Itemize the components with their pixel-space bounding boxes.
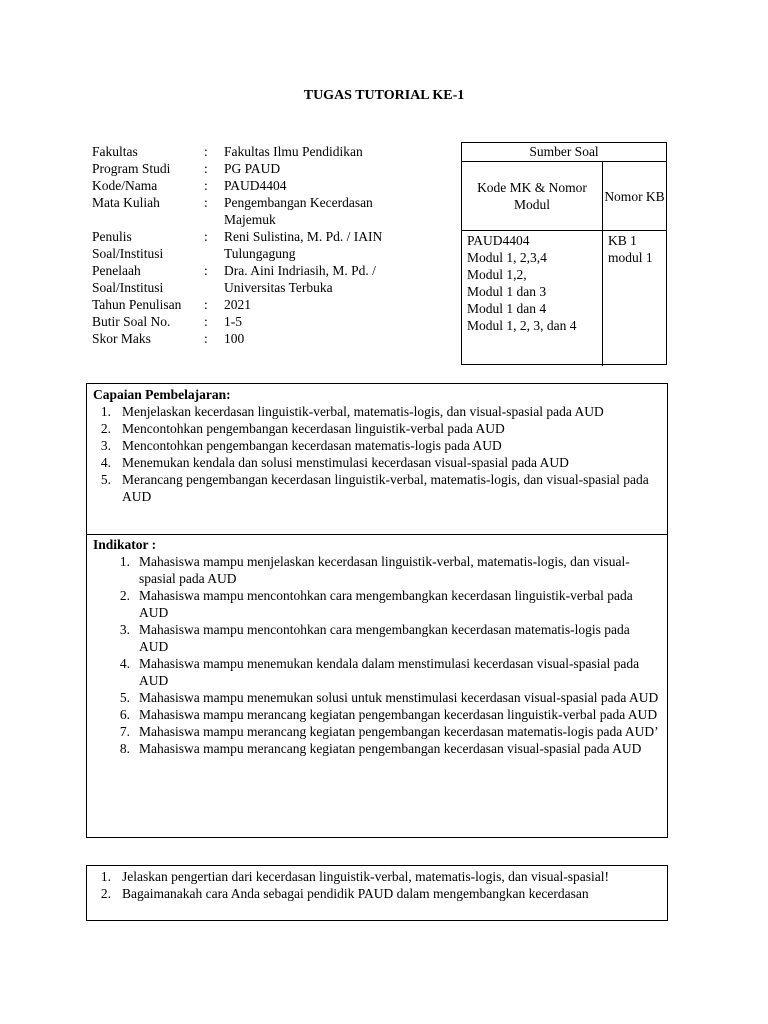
info-colon: : xyxy=(204,144,208,159)
list-item xyxy=(93,655,661,689)
item-text: Mahasiswa mampu mencontohkan cara mengembangkan kecerdasan linguistik-verbal pada AUD xyxy=(139,588,633,620)
info-value: 2021 xyxy=(224,297,251,312)
soal-list xyxy=(93,868,661,902)
kode-mk-cell xyxy=(462,231,603,366)
info-label: Penulis Soal/Institusi xyxy=(92,229,164,261)
item-number: 1. xyxy=(100,404,111,419)
nomor-kb-header: Nomor KB xyxy=(604,188,665,204)
info-row xyxy=(92,313,424,330)
kode-mk-line: Modul 1,2, xyxy=(467,267,527,282)
info-label: Tahun Penulisan xyxy=(92,297,182,312)
item-text: Jelaskan pengertian dari kecerdasan linguistik-verbal, matematis-logis, dan visual-spasial! xyxy=(122,869,609,884)
nomor-kb-line: KB 1 xyxy=(608,233,637,248)
item-text: Merancang pengembangan kecerdasan linguistik-verbal, matematis-logis, dan visual-spasial pada AUD xyxy=(122,472,649,504)
item-text: Mahasiswa mampu menemukan kendala dalam menstimulasi kecerdasan visual-spasial pada AUD xyxy=(139,656,640,688)
item-text: Mencontohkan pengembangan kecerdasan linguistik-verbal pada AUD xyxy=(122,421,505,436)
nomor-kb-line: modul 1 xyxy=(608,250,653,265)
info-row xyxy=(92,194,424,228)
info-row xyxy=(92,143,424,160)
info-label: Fakultas xyxy=(92,144,138,159)
list-item xyxy=(93,740,661,757)
item-number: 5. xyxy=(100,472,111,487)
list-item xyxy=(93,706,661,723)
info-value: Pengembangan Kecerdasan Majemuk xyxy=(224,195,373,227)
info-value: Reni Sulistina, M. Pd. / IAIN Tulungagung xyxy=(224,229,383,261)
item-number: 2. xyxy=(100,421,111,436)
kode-mk-line: Modul 1 dan 3 xyxy=(467,284,547,299)
course-info-table xyxy=(92,143,424,347)
info-colon: : xyxy=(204,161,208,176)
item-text: Mahasiswa mampu merancang kegiatan pengembangan kecerdasan linguistik-verbal pada AUD xyxy=(139,707,658,722)
info-label: Butir Soal No. xyxy=(92,314,171,329)
info-row xyxy=(92,228,424,262)
info-colon: : xyxy=(204,178,208,193)
sumber-soal-title: Sumber Soal xyxy=(462,143,666,162)
indikator-heading: Indikator : xyxy=(93,537,157,552)
item-text: Mahasiswa mampu mencontohkan cara mengembangkan kecerdasan matematis-logis pada AUD xyxy=(139,622,630,654)
item-text: Mahasiswa mampu menjelaskan kecerdasan linguistik-verbal, matematis-logis, dan visual-spasial pada AUD xyxy=(139,554,630,586)
info-colon: : xyxy=(204,229,208,244)
kode-mk-line: Modul 1 dan 4 xyxy=(467,301,547,316)
item-number: 5. xyxy=(119,690,130,705)
kode-mk-line: PAUD4404 xyxy=(467,233,530,248)
info-colon: : xyxy=(204,195,208,210)
info-row xyxy=(92,296,424,313)
document-title: TUGAS TUTORIAL KE-1 xyxy=(303,88,465,103)
info-label: Mata Kuliah xyxy=(92,195,160,210)
info-row xyxy=(92,262,424,296)
item-text: Mahasiswa mampu merancang kegiatan pengembangan kecerdasan matematis-logis pada AUD’ xyxy=(139,724,659,739)
list-item xyxy=(93,553,661,587)
item-number: 4. xyxy=(119,656,130,671)
kode-mk-line: Modul 1, 2, 3, dan 4 xyxy=(467,318,577,333)
list-item xyxy=(93,868,661,885)
list-item xyxy=(93,689,661,706)
kode-mk-line: Modul 1, 2,3,4 xyxy=(467,250,547,265)
info-label: Program Studi xyxy=(92,161,171,176)
info-label: Kode/Nama xyxy=(92,178,158,193)
item-number: 2. xyxy=(119,588,130,603)
item-number: 1. xyxy=(100,869,111,884)
item-number: 8. xyxy=(119,741,130,756)
info-value: 100 xyxy=(224,331,245,346)
capaian-heading: Capaian Pembelajaran: xyxy=(93,387,231,402)
item-number: 3. xyxy=(119,622,130,637)
item-number: 1. xyxy=(119,554,130,569)
info-row xyxy=(92,330,424,347)
info-colon: : xyxy=(204,331,208,346)
list-item xyxy=(93,885,661,902)
info-value: Fakultas Ilmu Pendidikan xyxy=(224,144,363,159)
item-text: Menemukan kendala dan solusi menstimulasi kecerdasan visual-spasial pada AUD xyxy=(122,455,569,470)
info-value: 1-5 xyxy=(224,314,242,329)
list-item xyxy=(93,471,661,505)
list-item xyxy=(93,420,661,437)
info-row xyxy=(92,160,424,177)
item-text: Bagaimanakah cara Anda sebagai pendidik PAUD dalam mengembangkan kecerdasan xyxy=(122,886,589,901)
item-number: 6. xyxy=(119,707,130,722)
info-label: Penelaah Soal/Institusi xyxy=(92,263,164,295)
info-colon: : xyxy=(204,263,208,278)
item-number: 2. xyxy=(100,886,111,901)
list-item xyxy=(93,454,661,471)
sumber-soal-table xyxy=(461,142,667,365)
list-item xyxy=(93,403,661,420)
list-item xyxy=(93,587,661,621)
nomor-kb-cell xyxy=(603,231,666,366)
indikator-list xyxy=(93,553,661,757)
item-text: Menjelaskan kecerdasan linguistik-verbal, matematis-logis, dan visual-spasial pada AUD xyxy=(122,404,604,419)
item-text: Mahasiswa mampu merancang kegiatan pengembangan kecerdasan visual-spasial pada AUD xyxy=(139,741,642,756)
capaian-pembelajaran-box xyxy=(86,383,668,535)
list-item xyxy=(93,621,661,655)
item-text: Mahasiswa mampu menemukan solusi untuk menstimulasi kecerdasan visual-spasial pada AUD xyxy=(139,690,659,705)
item-text: Mencontohkan pengembangan kecerdasan matematis-logis pada AUD xyxy=(122,438,502,453)
info-colon: : xyxy=(204,297,208,312)
item-number: 4. xyxy=(100,455,111,470)
capaian-list xyxy=(93,403,661,505)
info-value: Dra. Aini Indriasih, M. Pd. / Universitas Terbuka xyxy=(224,263,376,295)
list-item xyxy=(93,437,661,454)
info-label: Skor Maks xyxy=(92,331,151,346)
info-value: PG PAUD xyxy=(224,161,281,176)
kode-mk-header: Kode MK & Nomor Modul xyxy=(462,162,603,230)
item-number: 7. xyxy=(119,724,130,739)
list-item xyxy=(93,723,661,740)
item-number: 3. xyxy=(100,438,111,453)
info-colon: : xyxy=(204,314,208,329)
info-value: PAUD4404 xyxy=(224,178,287,193)
indikator-box xyxy=(86,534,668,838)
soal-box xyxy=(86,865,668,921)
info-row xyxy=(92,177,424,194)
